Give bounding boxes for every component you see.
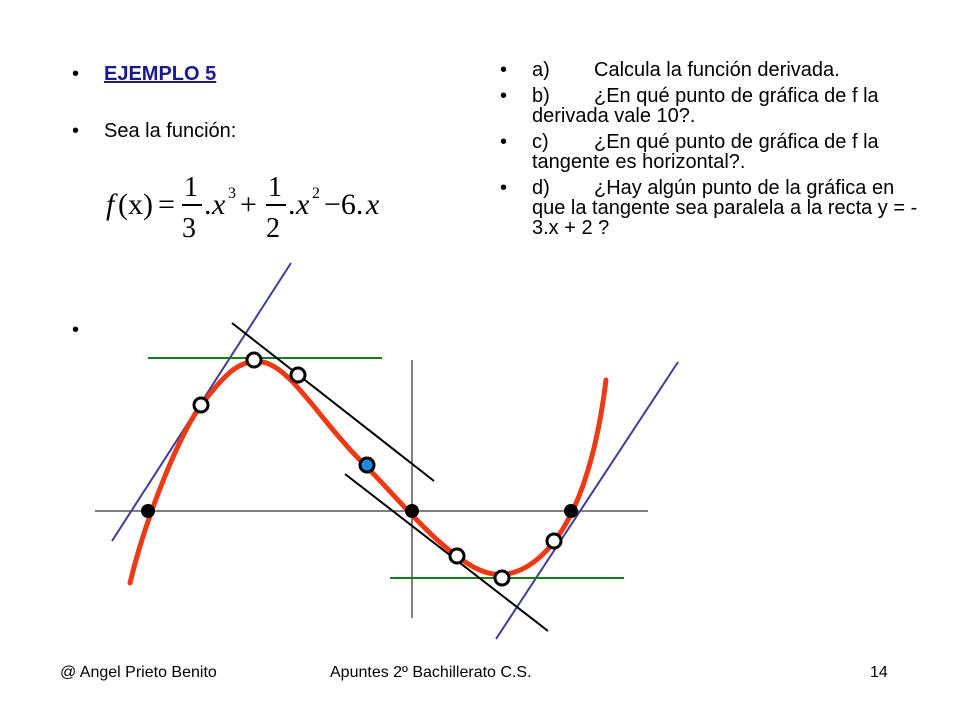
formula-x-arg: (x)	[118, 188, 153, 221]
formula-denominator-3: 3	[182, 213, 196, 242]
root-point-origin	[405, 504, 419, 518]
root-point-left	[141, 504, 155, 518]
footer-author: @ Angel Prieto Benito	[60, 664, 217, 681]
formula-equals: =	[158, 188, 175, 221]
formula-exponent-2: 2	[312, 185, 320, 202]
tangent-line-slope-10-right	[496, 362, 678, 639]
question-d-text: ¿Hay algún punto de la gráfica en que la tangente sea paralela a la recta y = - 3.x + 2 ?	[532, 177, 918, 239]
maximum-point	[247, 353, 261, 367]
intro-text: Sea la función:	[104, 120, 237, 142]
question-d-tag: d)	[532, 177, 550, 199]
formula-f: f	[106, 188, 115, 221]
formula-dot-2: .	[288, 188, 296, 221]
tangent-line-parallel-upper	[232, 323, 434, 481]
formula-numerator-2: 1	[268, 172, 282, 203]
question-b-tag: b)	[532, 85, 550, 107]
minimum-point	[495, 571, 509, 585]
formula-x-2: x	[296, 188, 310, 221]
tangent-line-parallel-lower	[345, 474, 548, 631]
question-c-text: ¿En qué punto de gráfica de f la tangente es horizontal?.	[532, 131, 879, 173]
formula-x-1: x	[212, 188, 226, 221]
marked-point	[360, 458, 374, 472]
footer-page-number: 14	[870, 664, 888, 681]
formula-dot-1: .	[204, 188, 212, 221]
formula-exponent-3: 3	[228, 185, 236, 202]
root-point-right	[564, 504, 578, 518]
example-heading: EJEMPLO 5	[104, 63, 217, 85]
formula-x-3: x	[366, 188, 380, 221]
tangent-point-parallel-lower	[450, 549, 464, 563]
formula-minus-6: −6.	[324, 188, 364, 221]
tangent-point-slope-10-left	[194, 398, 208, 412]
tangent-point-parallel-upper	[291, 368, 305, 382]
footer-course: Apuntes 2º Bachillerato C.S.	[330, 664, 532, 681]
question-c-tag: c)	[532, 131, 549, 153]
formula-numerator-1: 1	[184, 172, 198, 203]
formula-plus: +	[240, 188, 257, 221]
question-a-tag: a)	[532, 59, 550, 81]
question-b-text: ¿En qué punto de gráfica de f la derivada vale 10?.	[532, 85, 879, 127]
formula-denominator-2: 2	[266, 213, 280, 242]
question-a-text: Calcula la función derivada.	[594, 59, 840, 81]
tangent-point-slope-10-right	[547, 534, 561, 548]
